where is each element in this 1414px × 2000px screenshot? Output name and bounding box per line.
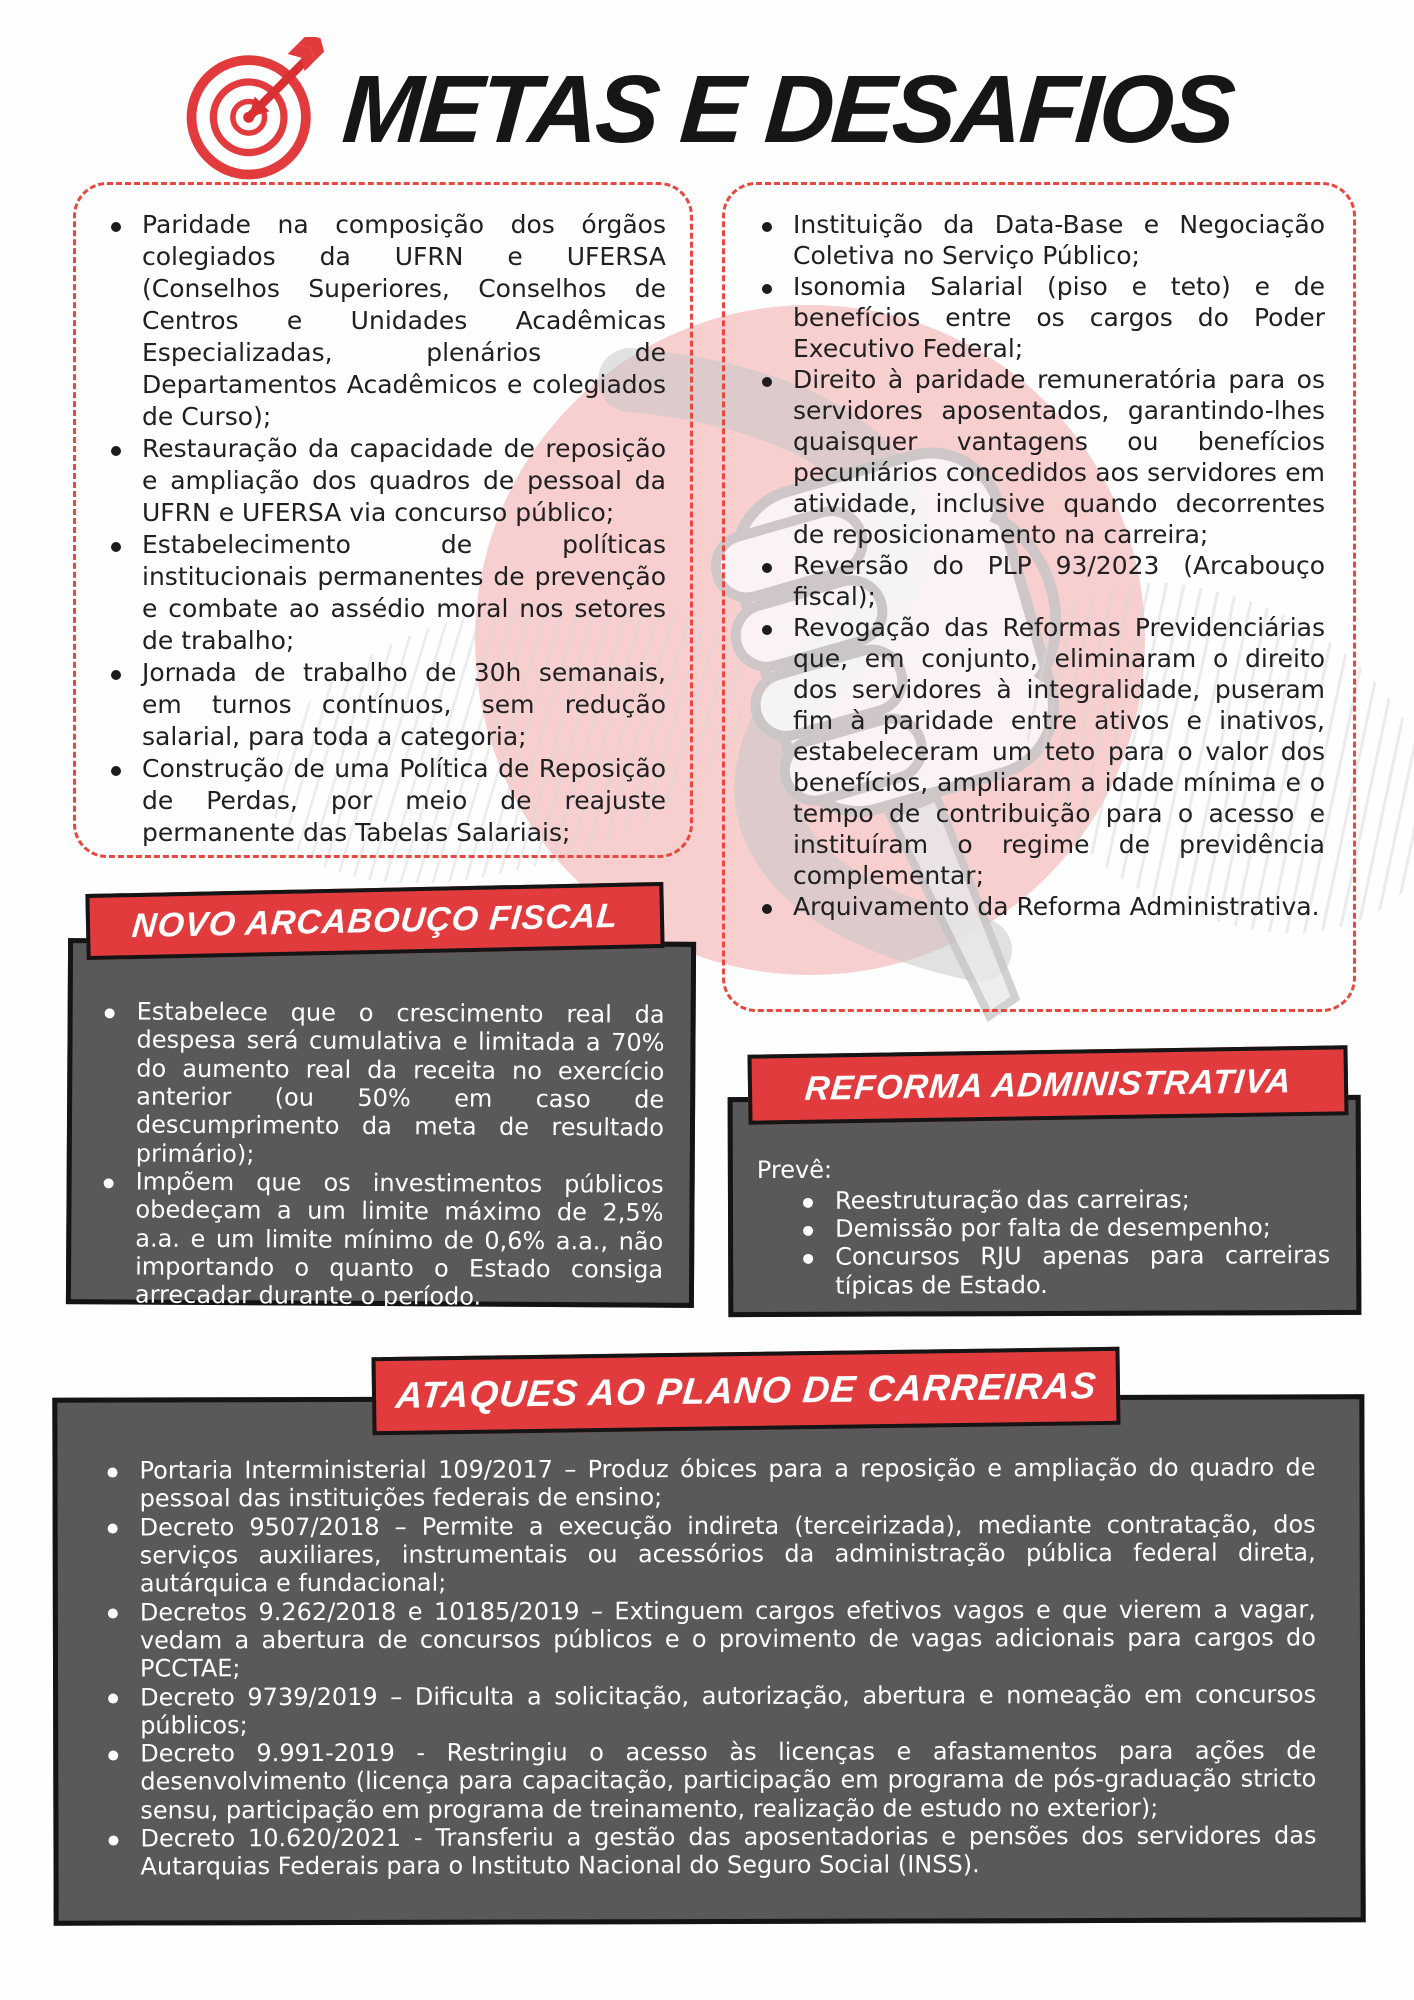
page-title: METAS E DESAFIOS [338,56,1236,163]
page-header [0,30,1414,190]
list-item: Portaria Interministerial 109/2017 – Produz óbices para a reposição e ampliação do quadro de pessoal das instituições federais de ensino; [95,1453,1315,1513]
list-item: Demissão por falta de desempenho; [791,1213,1330,1243]
list-item: Revogação das Reformas Previdenciárias que, em conjunto, eliminaram o direito dos servidores à integralidade, puseram fim à paridade entre ativos e inativos, estabeleceram um teto para o valor dos benefícios, ampliaram a idade mínima e o tempo de contribuição para o acesso e instituíram o regime de previdência complementar; [749,612,1325,891]
list-item: Decreto 9507/2018 – Permite a execução indireta (terceirizada), mediante contratação, dos serviços auxiliares, instrumentais ou acessórios da administração pública federal direta, autárquica e fundacional; [96,1510,1316,1598]
list-item: Estabelecimento de políticas institucionais permanentes de prevenção e combate ao assédio moral nos setores de trabalho; [98,529,666,657]
reforma-intro: Prevê: [756,1155,833,1185]
section-body-reforma [728,1095,1362,1317]
list-item: Decreto 9739/2019 – Dificulta a solicitação, autorização, abertura e nomeação em concursos públicos; [96,1680,1316,1740]
list-item: Paridade na composição dos órgãos colegiados da UFRN e UFERSA (Conselhos Superiores, Conselhos de Centros e Unidades Acadêmicas Especializadas, plenários de Departamentos Acadêmicos e colegiados de Curso); [98,209,666,433]
list-item: Decreto 10.620/2021 - Transferiu a gestão das aposentadorias e pensões dos servidores das Autarquias Federais para o Instituto Nacional do Seguro Social (INSS). [96,1821,1316,1881]
goals-right-list [749,209,1325,922]
section-body-fiscal [66,938,696,1311]
list-item: Reestruturação das carreiras; [791,1185,1330,1215]
list-item: Instituição da Data-Base e Negociação Coletiva no Serviço Público; [749,209,1325,271]
list-item: Direito à paridade remuneratória para os servidores aposentados, garantindo-lhes quaisquer vantagens ou benefícios pecuniários concedidos aos servidores em atividade, inclusive quando decorrentes de reposicionamento na carreira; [749,364,1325,550]
list-item: Isonomia Salarial (piso e teto) e de benefícios entre os cargos do Poder Executivo Federal; [749,271,1325,364]
bullseye-dart-icon [183,37,329,183]
section-body-ataques [52,1394,1365,1925]
section-header-ataques [371,1347,1120,1435]
ataques-list [95,1453,1316,1881]
section-header-fiscal [85,882,664,960]
list-item: Concursos RJU apenas para carreiras típicas de Estado. [791,1241,1330,1300]
list-item: Estabelece que o crescimento real da despesa será cumulativa e limitada a 70% do aumento real da receita no exercício anterior (ou 50% em caso de descumprimento da meta de resultado primário); [92,997,665,1170]
section-title-fiscal: NOVO ARCABOUÇO FISCAL [130,896,620,945]
section-title-ataques: ATAQUES AO PLANO DE CARREIRAS [393,1365,1099,1416]
section-title-reforma: REFORMA ADMINISTRATIVA [803,1061,1294,1108]
list-item: Reversão do PLP 93/2023 (Arcabouço fiscal); [749,550,1325,612]
list-item: Impõem que os investimentos públicos obedeçam a um limite máximo de 2,5% a.a. e um limite mínimo de 0,6% a.a., não importando o quanto o Estado consiga arrecadar durante o período. [91,1167,664,1312]
list-item: Decreto 9.991-2019 - Restringiu o acesso às licenças e afastamentos para ações de desenvolvimento (licença para capacitação, participação em programa de pós-graduação stricto sensu, participação em programa de treinamento, realização de estudo no exterior); [96,1737,1316,1825]
goals-left-panel [73,182,693,858]
section-header-reforma [747,1045,1348,1124]
list-item: Arquivamento da Reforma Administrativa. [749,891,1325,922]
reforma-list [757,1185,1330,1300]
list-item: Decretos 9.262/2018 e 10185/2019 – Extinguem cargos efetivos vagos e que vierem a vagar, vedam a abertura de concursos públicos e o provimento de vagas adicionais para cargos do PCCTAE; [96,1595,1316,1683]
list-item: Restauração da capacidade de reposição e ampliação dos quadros de pessoal da UFRN e UFERSA via concurso público; [98,433,666,529]
fiscal-list [91,997,665,1312]
goals-left-list [98,209,666,849]
goals-right-panel [722,182,1356,1012]
list-item: Construção de uma Política de Reposição de Perdas, por meio de reajuste permanente das Tabelas Salariais; [98,753,666,849]
list-item: Jornada de trabalho de 30h semanais, em turnos contínuos, sem redução salarial, para toda a categoria; [98,657,666,753]
